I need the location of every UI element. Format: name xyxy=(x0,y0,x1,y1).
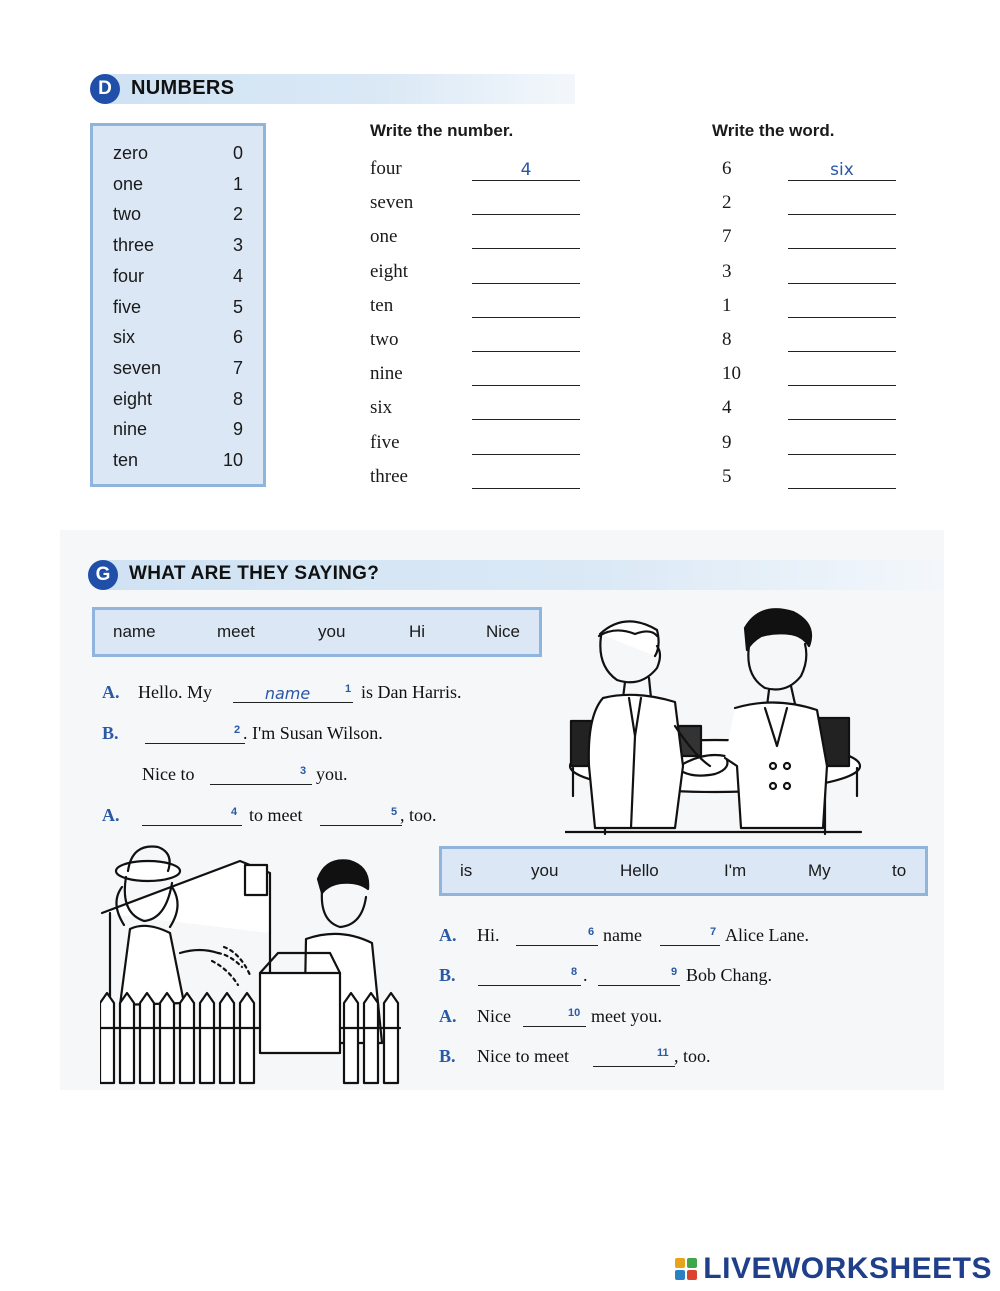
dialog-text: , too. xyxy=(400,805,437,825)
exercise-prompt: 5 xyxy=(722,465,732,487)
number-word: two xyxy=(113,204,142,225)
dialog-text: to meet xyxy=(249,805,303,825)
answer-blank[interactable] xyxy=(788,488,896,489)
blank-number: 2 xyxy=(234,724,241,736)
answer-blank-3[interactable] xyxy=(210,784,312,785)
answer-blank[interactable] xyxy=(788,385,896,386)
answer-blank[interactable] xyxy=(788,248,896,249)
blank-number: 10 xyxy=(568,1007,581,1019)
number-digit: 1 xyxy=(232,173,243,194)
brand-name: LIVEWORKSHEETS xyxy=(703,1252,992,1285)
number-digit: 6 xyxy=(232,327,243,348)
number-row xyxy=(113,174,243,195)
number-digit: 5 xyxy=(232,296,243,317)
number-row xyxy=(113,297,243,318)
blank-number: 6 xyxy=(588,926,595,938)
number-reference-box xyxy=(90,123,266,487)
exercise-prompt: 7 xyxy=(722,226,732,248)
exercise-prompt: 10 xyxy=(722,363,741,385)
exercise-prompt: four xyxy=(370,158,402,179)
speaker-label: B. xyxy=(439,965,456,985)
speaker-label: A. xyxy=(102,805,120,825)
number-digit: 9 xyxy=(232,419,243,440)
answer-blank[interactable] xyxy=(788,351,896,352)
number-row xyxy=(113,143,243,164)
word-bank-2-word: you xyxy=(531,861,559,880)
neighbors-illustration xyxy=(100,843,405,1085)
word-bank-2 xyxy=(439,846,928,896)
dialog-text: is Dan Harris. xyxy=(361,682,462,702)
answer-blank[interactable] xyxy=(788,180,896,181)
answer-blank-8[interactable] xyxy=(478,985,581,986)
speaker-label: A. xyxy=(439,925,457,945)
exercise-prompt: 1 xyxy=(722,294,732,316)
number-row xyxy=(113,327,243,348)
number-digit: 7 xyxy=(232,357,243,378)
answer-blank[interactable] xyxy=(788,454,896,455)
section-d-badge: D xyxy=(90,74,120,104)
answer-blank[interactable] xyxy=(472,488,580,489)
dialog-text: Nice to meet xyxy=(477,1046,569,1066)
answer-blank-7[interactable] xyxy=(660,945,720,946)
exercise-prompt: nine xyxy=(370,363,403,385)
answer-blank[interactable] xyxy=(472,317,580,318)
number-row xyxy=(113,419,243,440)
dialog-text: meet you. xyxy=(591,1006,662,1026)
exercise-prompt: ten xyxy=(370,294,394,316)
write-word-heading: Write the word. xyxy=(712,121,835,140)
exercise-prompt: seven xyxy=(370,192,414,214)
number-word: five xyxy=(113,296,142,317)
blank-number: 5 xyxy=(391,806,398,818)
speaker-label: A. xyxy=(439,1006,457,1026)
speaker-label: B. xyxy=(102,723,119,743)
exercise-prompt: 3 xyxy=(722,260,732,282)
number-row xyxy=(113,358,243,379)
number-word: nine xyxy=(113,419,148,440)
dialog-text: Nice to xyxy=(142,764,195,784)
word-answer[interactable]: six xyxy=(830,160,854,180)
section-g-title: WHAT ARE THEY SAYING? xyxy=(129,563,380,584)
exercise-prompt: 9 xyxy=(722,431,732,453)
word-bank-2-word: Hello xyxy=(620,861,659,880)
speaker-label: B. xyxy=(439,1046,456,1066)
exercise-prompt: 8 xyxy=(722,329,732,350)
number-row xyxy=(113,266,243,287)
exercise-prompt: one xyxy=(370,226,398,248)
answer-blank[interactable] xyxy=(788,214,896,215)
number-row xyxy=(113,389,243,410)
number-word: seven xyxy=(113,357,162,378)
number-digit: 10 xyxy=(222,450,243,470)
section-g-badge: G xyxy=(88,560,118,590)
number-row xyxy=(113,204,243,225)
number-word: four xyxy=(113,265,145,286)
answer-blank[interactable] xyxy=(472,385,580,386)
exercise-prompt: eight xyxy=(370,260,408,282)
word-bank-2-word: is xyxy=(460,861,473,880)
blank-number: 7 xyxy=(710,926,717,938)
word-bank-1-word: you xyxy=(318,622,346,641)
number-word: one xyxy=(113,173,144,194)
exercise-prompt: five xyxy=(370,431,400,453)
section-d-title: NUMBERS xyxy=(131,77,235,99)
answer-blank-5[interactable] xyxy=(320,825,402,826)
answer-blank-6[interactable] xyxy=(516,945,598,946)
answer-blank[interactable] xyxy=(788,317,896,318)
number-row xyxy=(113,450,243,471)
exercise-prompt: 2 xyxy=(722,192,732,214)
word-bank-1-word: name xyxy=(113,622,156,641)
liveworksheets-brand xyxy=(675,1252,992,1286)
word-bank-1-word: Hi xyxy=(409,622,426,641)
dialog-text: name xyxy=(603,925,642,945)
word-bank-2-word: to xyxy=(892,861,907,880)
blank-number: 3 xyxy=(300,765,307,777)
answer-blank[interactable] xyxy=(788,419,896,420)
blank-number: 4 xyxy=(231,806,238,818)
answer-blank[interactable] xyxy=(788,283,896,284)
dialog-text: Hello. My xyxy=(138,682,212,702)
answer-blank-9[interactable] xyxy=(598,985,680,986)
dialog-text: Hi. xyxy=(477,925,500,945)
blank-number: 1 xyxy=(345,683,352,695)
exercise-prompt: six xyxy=(370,397,393,419)
answer-blank[interactable] xyxy=(472,248,580,249)
number-word: three xyxy=(113,235,155,256)
word-bank-1-word: Nice xyxy=(486,622,521,641)
liveworksheets-logo-icon xyxy=(675,1258,697,1280)
word-bank-2-word: I'm xyxy=(724,861,747,880)
exercise-prompt: 6 xyxy=(722,158,732,179)
exercise-prompt: 4 xyxy=(722,397,732,419)
word-bank-1-word: meet xyxy=(217,622,255,641)
exercise-prompt: three xyxy=(370,465,408,487)
answer-blank-4[interactable] xyxy=(142,825,242,826)
number-digit: 2 xyxy=(232,204,243,225)
dialog-text: Nice xyxy=(477,1006,511,1026)
exercise-prompt: two xyxy=(370,329,399,350)
number-digit: 0 xyxy=(232,143,243,163)
number-word: six xyxy=(113,327,135,348)
answer-blank-10[interactable] xyxy=(523,1026,586,1027)
number-answer[interactable]: 4 xyxy=(520,160,532,180)
dialog-text: Bob Chang. xyxy=(686,965,773,985)
blank-number: 9 xyxy=(671,966,678,978)
blank-number: 8 xyxy=(571,966,578,978)
answer-blank-11[interactable] xyxy=(593,1066,675,1067)
number-digit: 4 xyxy=(232,265,243,286)
number-digit: 8 xyxy=(232,388,243,409)
number-row xyxy=(113,235,243,256)
speaker-label: A. xyxy=(102,682,120,702)
number-word: zero xyxy=(113,143,149,163)
answer-blank[interactable] xyxy=(472,419,580,420)
answer-blank[interactable] xyxy=(472,283,580,284)
dialog-text: . xyxy=(583,965,588,985)
answer-blank[interactable] xyxy=(472,214,580,215)
blank-number: 11 xyxy=(657,1047,669,1059)
answer-1-value[interactable]: name xyxy=(264,684,311,703)
dialog-text: Alice Lane. xyxy=(725,925,809,945)
answer-blank-2[interactable] xyxy=(145,743,245,744)
dialog-text: . I'm Susan Wilson. xyxy=(243,723,383,743)
dialog-text: you. xyxy=(316,764,348,784)
number-word: eight xyxy=(113,388,153,409)
answer-blank[interactable] xyxy=(472,351,580,352)
number-digit: 3 xyxy=(232,235,243,256)
word-bank-1 xyxy=(92,607,542,657)
number-word: ten xyxy=(113,450,139,470)
write-number-heading: Write the number. xyxy=(370,121,514,140)
word-bank-2-word: My xyxy=(808,861,831,880)
dialog-text: , too. xyxy=(674,1046,711,1066)
answer-blank[interactable] xyxy=(472,454,580,455)
handshake-illustration xyxy=(565,606,865,838)
answer-blank[interactable] xyxy=(472,180,580,181)
